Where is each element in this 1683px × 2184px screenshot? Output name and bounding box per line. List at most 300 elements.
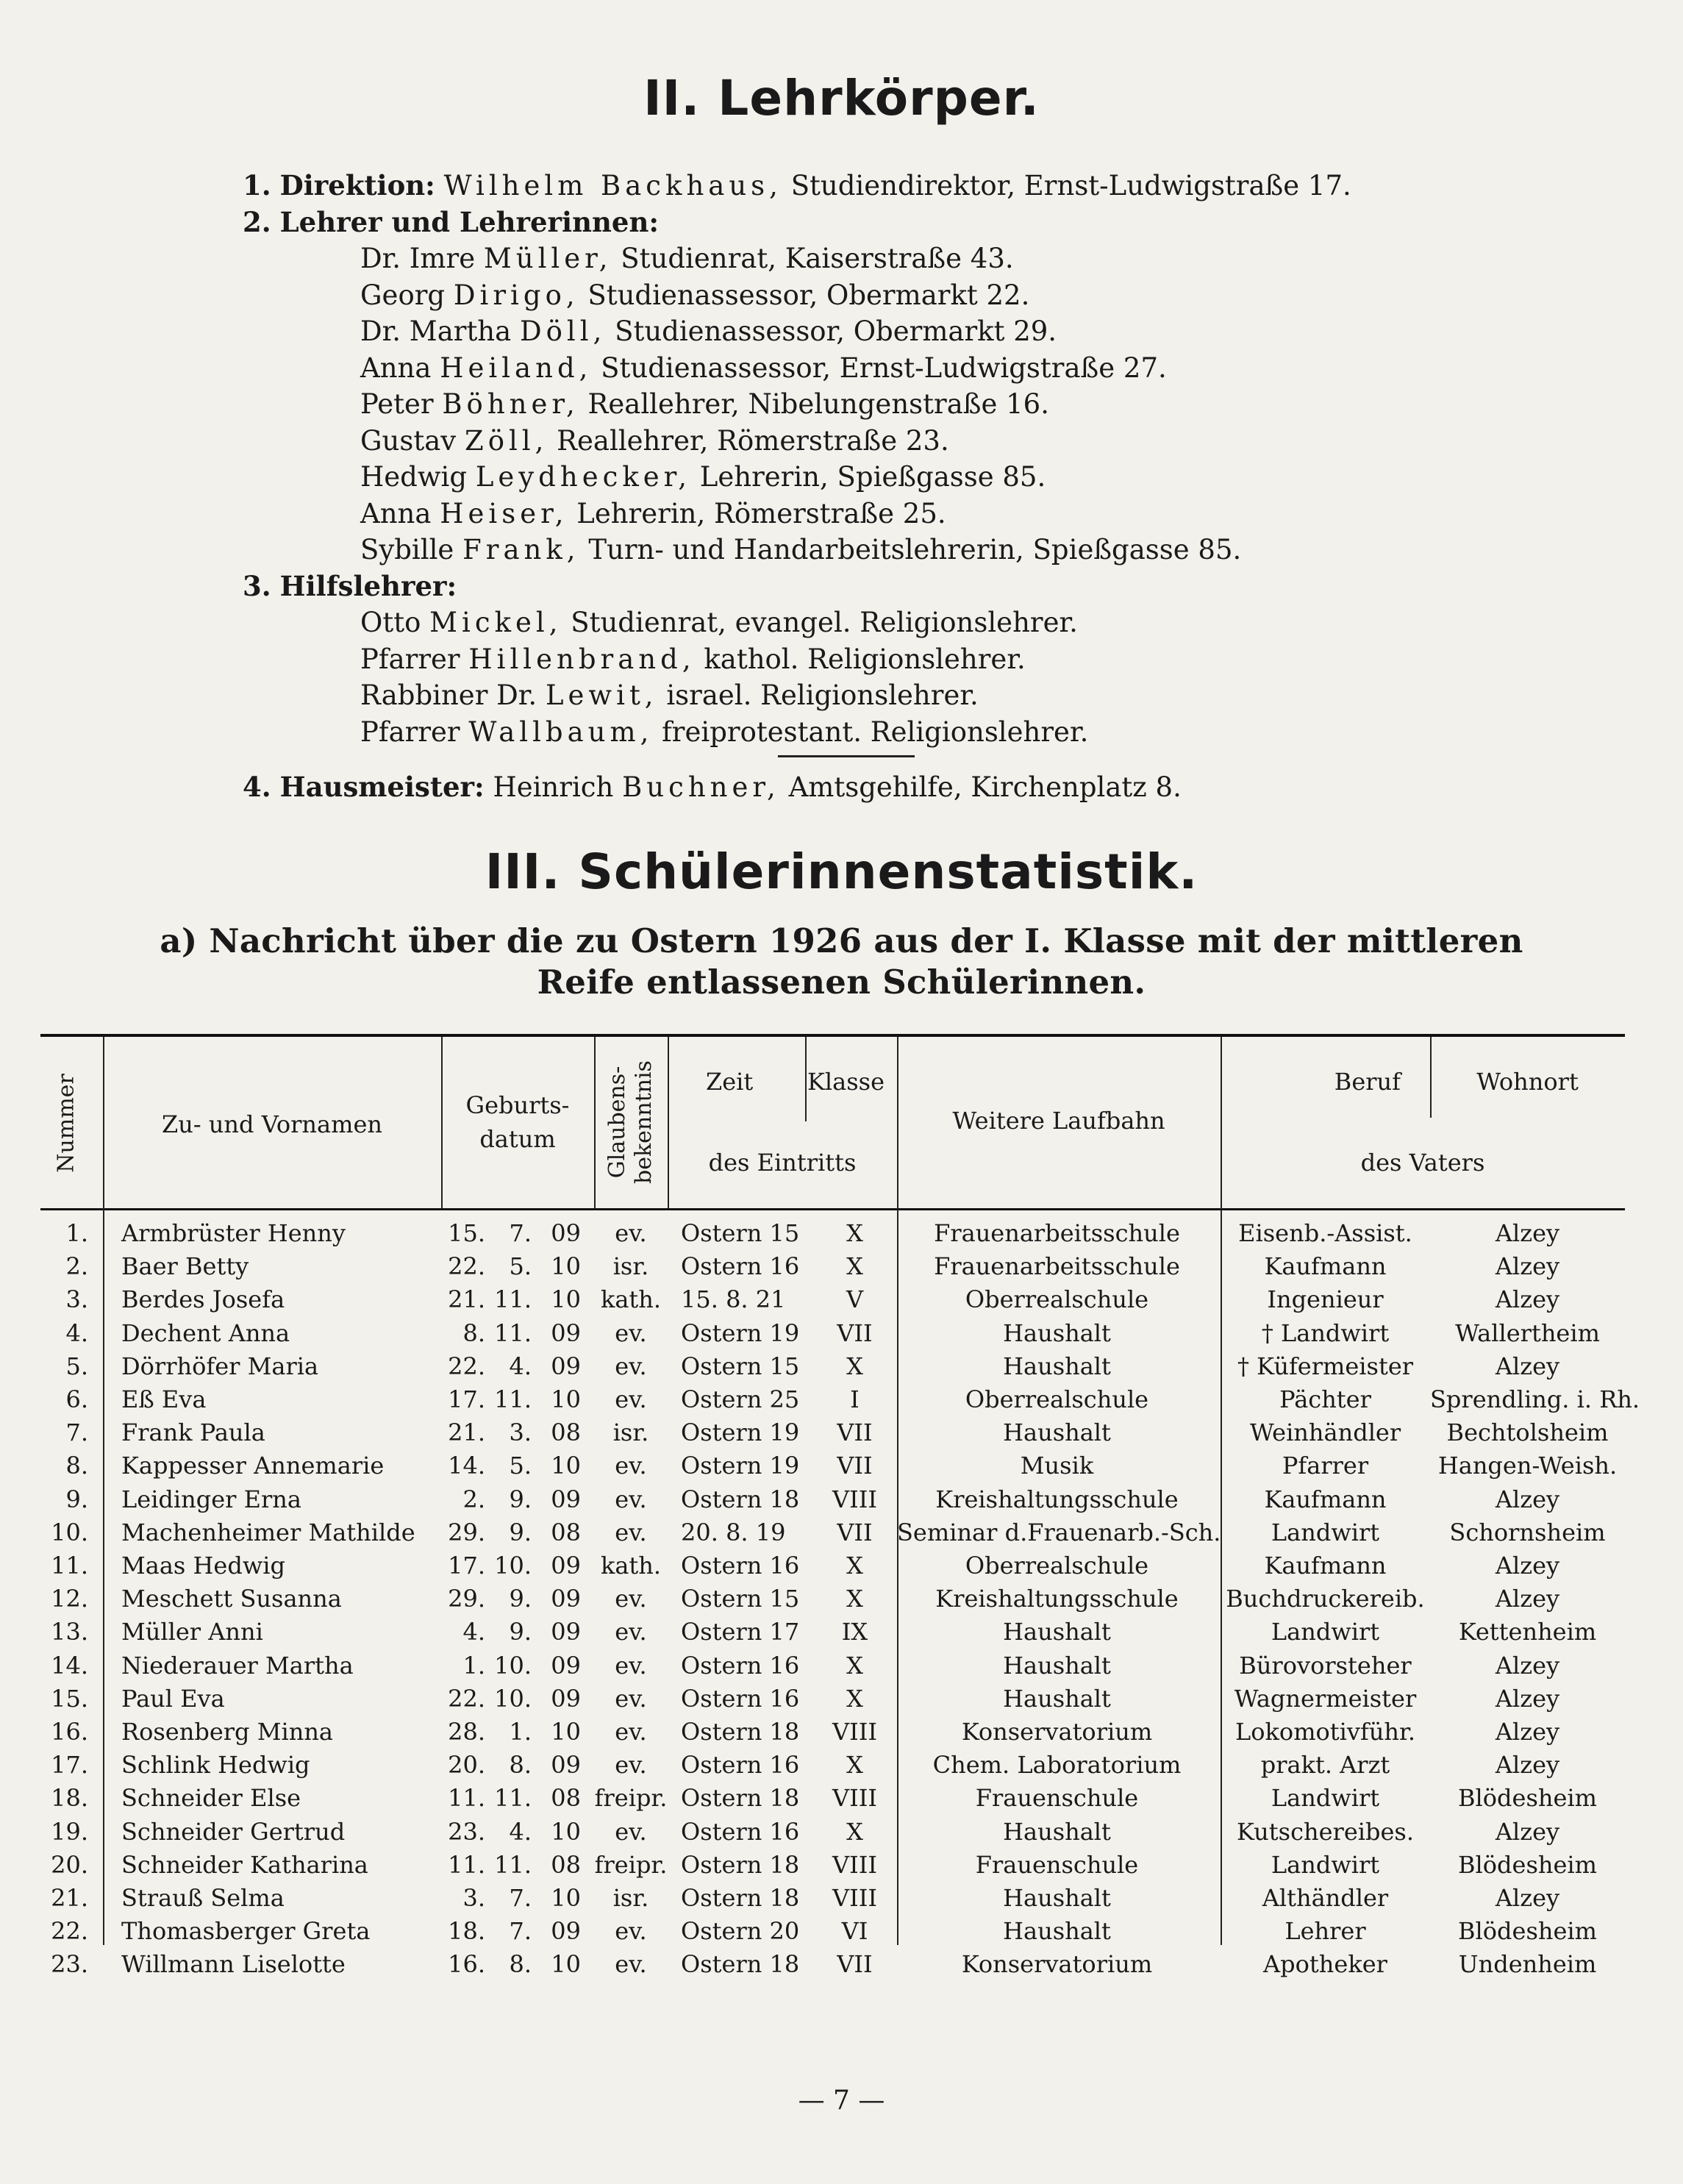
row-number: 2. [65, 1252, 88, 1281]
section-title-statistik: III. Schülerinnenstatistik. [485, 843, 1198, 900]
father-residence: Alzey [1495, 1817, 1560, 1846]
table-row [0, 1782, 1683, 1815]
father-occupation: Eisenb.-Assist. [1238, 1219, 1412, 1247]
birth-day: 15. [448, 1219, 485, 1247]
header-beruf [1221, 1068, 1430, 1096]
entry-date: Ostern 18 [681, 1950, 800, 1979]
birth-day: 17. [448, 1552, 485, 1580]
father-occupation: Althändler [1262, 1884, 1389, 1912]
father-residence: Alzey [1495, 1219, 1560, 1247]
entry-date: 20. 8. 19 [681, 1518, 786, 1546]
table-row [0, 1516, 1683, 1549]
entry-date: Ostern 15 [681, 1352, 800, 1380]
father-residence: Hangen-Weish. [1437, 1452, 1618, 1480]
staff-prefix: Sybille [360, 534, 454, 565]
father-residence: Alzey [1495, 1585, 1560, 1613]
student-name: Strauß Selma [121, 1884, 285, 1912]
birth-month: 10. [494, 1552, 532, 1580]
divider [778, 755, 915, 757]
birth-month: 4. [509, 1817, 532, 1846]
birth-month: 5. [509, 1252, 532, 1281]
staff-name: Wallbaum, [468, 715, 654, 748]
staff-name: Leydhecker, [475, 461, 692, 493]
student-name: Paul Eva [121, 1684, 225, 1713]
father-residence: Blödesheim [1458, 1850, 1597, 1879]
birth-month: 7. [509, 1219, 532, 1247]
row-number: 22. [51, 1917, 88, 1946]
birth-day: 14. [448, 1452, 485, 1480]
father-occupation: Weinhändler [1249, 1418, 1401, 1447]
further-career: Haushalt [1003, 1917, 1111, 1946]
birth-year: 10 [551, 1950, 581, 1979]
row-number: 15. [51, 1684, 88, 1713]
father-occupation: Kaufmann [1264, 1485, 1387, 1513]
column-divider [668, 1037, 669, 1208]
entry-date: Ostern 16 [681, 1817, 800, 1846]
birth-year: 09 [551, 1552, 581, 1580]
staff-details: Turn- und Handarbeitslehrerin, Spießgasse 85. [588, 534, 1242, 565]
table-top-rule [40, 1034, 1625, 1037]
birth-month: 9. [509, 1518, 532, 1546]
staff-list [243, 168, 1351, 750]
table-row [0, 1582, 1683, 1616]
birth-day: 23. [448, 1817, 485, 1846]
entry-date: Ostern 25 [681, 1385, 800, 1413]
entry-class: X [846, 1651, 863, 1680]
birth-day: 22. [448, 1352, 485, 1380]
column-divider [805, 1037, 807, 1121]
father-occupation: Buchdruckereib. [1226, 1585, 1425, 1613]
entry-date: Ostern 20 [681, 1917, 800, 1946]
staff-item [243, 277, 1351, 314]
birth-day: 22. [448, 1252, 485, 1281]
section-label: Lehrer und Lehrerinnen: [279, 205, 660, 238]
header-glaubens-line2: bekenntnis [631, 1060, 657, 1184]
student-name: Schneider Katharina [121, 1850, 368, 1879]
row-number: 1. [65, 1219, 88, 1247]
further-career: Frauenarbeitsschule [934, 1219, 1180, 1247]
student-name: Schneider Else [121, 1784, 301, 1813]
father-occupation: Ingenieur [1267, 1285, 1384, 1314]
birth-day: 2. [462, 1485, 485, 1513]
staff-details: Amtsgehilfe, Kirchenplatz 8. [788, 771, 1182, 803]
staff-item [243, 350, 1351, 387]
lehrer-heading [243, 204, 1351, 241]
religion: ev. [615, 1385, 647, 1413]
father-occupation: Lokomotivführ. [1235, 1718, 1415, 1746]
staff-details: Reallehrer, Römerstraße 23. [557, 424, 949, 457]
table-row [0, 1317, 1683, 1350]
religion: ev. [615, 1585, 647, 1613]
staff-prefix: Pfarrer [360, 643, 460, 675]
birth-month: 7. [509, 1884, 532, 1912]
staff-prefix: Otto [360, 607, 421, 638]
student-name: Schneider Gertrud [121, 1817, 346, 1846]
table-row [0, 1849, 1683, 1882]
birth-month: 8. [509, 1950, 532, 1979]
father-residence: Alzey [1495, 1285, 1560, 1314]
entry-class: VIII [832, 1884, 878, 1912]
birth-year: 10 [551, 1884, 581, 1912]
staff-name: Heiser, [440, 497, 568, 529]
religion: ev. [615, 1318, 647, 1347]
student-name: Schlink Hedwig [121, 1751, 310, 1780]
birth-month: 9. [509, 1585, 532, 1613]
entry-date: Ostern 17 [681, 1618, 800, 1646]
entry-class: X [846, 1352, 863, 1380]
birth-day: 11. [448, 1850, 485, 1879]
birth-month: 11. [494, 1385, 532, 1413]
table-row [0, 1217, 1683, 1250]
student-name: Dörrhöfer Maria [121, 1352, 319, 1380]
staff-details: Reallehrer, Nibelungenstraße 16. [587, 388, 1049, 420]
birth-year: 10 [551, 1285, 581, 1314]
staff-details: Studienrat, Kaiserstraße 43. [621, 243, 1014, 274]
staff-item [243, 386, 1351, 423]
further-career: Musik [1020, 1452, 1094, 1480]
father-occupation: Landwirt [1271, 1618, 1380, 1646]
table-row [0, 1616, 1683, 1649]
staff-prefix: Pfarrer [360, 715, 460, 748]
birth-month: 11. [494, 1850, 532, 1879]
staff-prefix: Heinrich [493, 771, 614, 803]
birth-year: 09 [551, 1585, 581, 1613]
father-residence: Alzey [1495, 1718, 1560, 1746]
birth-month: 7. [509, 1917, 532, 1946]
header-geburts-line1: Geburts- [465, 1091, 570, 1119]
staff-name: Lewit, [545, 679, 658, 711]
student-name: Frank Paula [121, 1418, 265, 1447]
further-career: Kreishaltungsschule [935, 1485, 1179, 1513]
row-number: 16. [51, 1718, 88, 1746]
header-eintritts: des Eintritts [708, 1149, 857, 1177]
father-occupation: Kaufmann [1264, 1252, 1387, 1281]
staff-prefix: Georg [360, 279, 446, 311]
staff-name: Buchner, [622, 771, 780, 803]
further-career: Haushalt [1003, 1318, 1111, 1347]
staff-item [243, 496, 1351, 532]
section-number: 2. [243, 205, 271, 238]
father-occupation: prakt. Arzt [1260, 1751, 1390, 1780]
student-name: Dechent Anna [121, 1318, 290, 1347]
row-number: 18. [51, 1784, 88, 1813]
staff-item [243, 313, 1351, 350]
row-number: 9. [65, 1485, 88, 1513]
row-number: 14. [51, 1651, 88, 1680]
religion: kath. [600, 1552, 662, 1580]
staff-details: Studienassessor, Obermarkt 29. [615, 315, 1057, 347]
staff-item [243, 604, 1351, 641]
father-residence: Undenheim [1458, 1950, 1597, 1979]
subtitle-line-1: a) Nachricht über die zu Ostern 1926 aus der I. Klasse mit der mittleren [160, 921, 1523, 960]
entry-class: X [846, 1751, 863, 1780]
birth-year: 09 [551, 1485, 581, 1513]
entry-date: Ostern 16 [681, 1684, 800, 1713]
further-career: Oberrealschule [965, 1385, 1149, 1413]
birth-year: 09 [551, 1651, 581, 1680]
further-career: Konservatorium [961, 1718, 1153, 1746]
table-row [0, 1682, 1683, 1716]
further-career: Kreishaltungsschule [935, 1585, 1179, 1613]
birth-day: 17. [448, 1385, 485, 1413]
father-occupation: Kaufmann [1264, 1552, 1387, 1580]
birth-day: 18. [448, 1917, 485, 1946]
birth-year: 09 [551, 1618, 581, 1646]
religion: freipr. [594, 1784, 668, 1813]
father-occupation: Landwirt [1271, 1784, 1380, 1813]
table-row [0, 1882, 1683, 1915]
student-name: Machenheimer Mathilde [121, 1518, 415, 1546]
header-klasse: Klasse [807, 1068, 885, 1096]
staff-item [243, 240, 1351, 277]
entry-class: VII [837, 1418, 873, 1447]
table-row [0, 1716, 1683, 1749]
birth-month: 11. [494, 1318, 532, 1347]
staff-item [243, 714, 1351, 751]
staff-name: Dirigo, [453, 279, 579, 311]
further-career: Haushalt [1003, 1418, 1111, 1447]
father-occupation: Apotheker [1263, 1950, 1387, 1979]
entry-class: X [846, 1585, 863, 1613]
entry-date: Ostern 15 [681, 1219, 800, 1247]
birth-day: 28. [448, 1718, 485, 1746]
entry-date: Ostern 19 [681, 1318, 800, 1347]
birth-year: 09 [551, 1219, 581, 1247]
header-wohnort: Wohnort [1476, 1068, 1579, 1096]
staff-name: Heiland, [440, 351, 593, 384]
table-row [0, 1649, 1683, 1682]
entry-class: X [846, 1219, 863, 1247]
staff-details: Studienassessor, Obermarkt 22. [587, 279, 1030, 311]
student-name: Eß Eva [121, 1385, 207, 1413]
entry-date: Ostern 18 [681, 1718, 800, 1746]
entry-class: I [850, 1385, 860, 1413]
birth-year: 09 [551, 1352, 581, 1380]
religion: ev. [615, 1751, 647, 1780]
staff-name: Frank, [462, 534, 580, 565]
entry-class: X [846, 1817, 863, 1846]
staff-prefix: Hedwig [360, 461, 468, 493]
staff-prefix: Gustav [360, 424, 457, 457]
staff-name: Zöll, [464, 424, 549, 457]
father-residence: Blödesheim [1458, 1917, 1597, 1946]
row-number: 3. [65, 1285, 88, 1314]
birth-year: 08 [551, 1850, 581, 1879]
entry-class: VII [837, 1518, 873, 1546]
row-number: 19. [51, 1817, 88, 1846]
father-residence: Alzey [1495, 1684, 1560, 1713]
row-number: 10. [51, 1518, 88, 1546]
religion: ev. [615, 1485, 647, 1513]
father-residence: Kettenheim [1458, 1618, 1597, 1646]
section-title-lehrkoerper: II. Lehrkörper. [643, 70, 1040, 126]
header-name: Zu- und Vornamen [161, 1110, 382, 1138]
hausmeister-line [243, 771, 1182, 803]
table-header-rule [40, 1208, 1625, 1210]
staff-prefix: Anna [360, 497, 432, 529]
staff-prefix: Dr. Martha [360, 315, 512, 347]
section-number: 1. [243, 169, 271, 201]
religion: ev. [615, 1452, 647, 1480]
birth-day: 29. [448, 1585, 485, 1613]
birth-month: 5. [509, 1452, 532, 1480]
birth-month: 8. [509, 1751, 532, 1780]
father-occupation: Landwirt [1271, 1518, 1380, 1546]
religion: ev. [615, 1518, 647, 1546]
father-residence: Alzey [1495, 1884, 1560, 1912]
table-row [0, 1383, 1683, 1416]
birth-day: 4. [462, 1618, 485, 1646]
birth-month: 9. [509, 1485, 532, 1513]
header-des-vaters: des Vaters [1360, 1149, 1485, 1177]
birth-month: 9. [509, 1618, 532, 1646]
staff-item [243, 532, 1351, 568]
staff-name: Döll, [519, 315, 607, 347]
row-number: 20. [51, 1850, 88, 1879]
entry-class: VII [837, 1452, 873, 1480]
entry-class: VII [837, 1318, 873, 1347]
staff-item [243, 641, 1351, 678]
religion: ev. [615, 1817, 647, 1846]
staff-details: Studienrat, evangel. Religionslehrer. [571, 607, 1078, 638]
header-nummer: Nummer [53, 1074, 79, 1173]
further-career: Seminar d.Frauenarb.-Sch. [897, 1518, 1221, 1546]
table-row [0, 1350, 1683, 1383]
student-name: Kappesser Annemarie [121, 1452, 385, 1480]
student-name: Müller Anni [121, 1618, 263, 1646]
religion: ev. [615, 1950, 647, 1979]
student-name: Willmann Liselotte [121, 1950, 346, 1979]
staff-details: kathol. Religionslehrer. [704, 643, 1026, 675]
header-geburtsdatum [441, 1088, 594, 1156]
entry-date: 15. 8. 21 [681, 1285, 786, 1314]
staff-name: Hillenbrand, [468, 643, 696, 675]
student-name: Rosenberg Minna [121, 1718, 333, 1746]
further-career: Chem. Laboratorium [932, 1751, 1182, 1780]
entry-class: IX [841, 1618, 868, 1646]
birth-day: 21. [448, 1285, 485, 1314]
further-career: Oberrealschule [965, 1552, 1149, 1580]
staff-details: Studienassessor, Ernst-Ludwigstraße 27. [601, 351, 1167, 384]
further-career: Haushalt [1003, 1352, 1111, 1380]
further-career: Konservatorium [961, 1950, 1153, 1979]
entry-class: VI [841, 1917, 868, 1946]
religion: isr. [612, 1418, 649, 1447]
birth-day: 8. [462, 1318, 485, 1347]
further-career: Frauenschule [975, 1850, 1139, 1879]
religion: ev. [615, 1917, 647, 1946]
row-number: 23. [51, 1950, 88, 1979]
page-number: — 7 — [798, 2085, 885, 2116]
father-residence: Alzey [1495, 1552, 1560, 1580]
student-name: Niederauer Martha [121, 1651, 354, 1680]
header-glaubensbekenntnis [604, 1034, 657, 1210]
staff-prefix: Peter [360, 388, 434, 420]
staff-prefix: Dr. Imre [360, 243, 476, 274]
header-geburts-line2: datum [479, 1125, 556, 1153]
student-name: Leidinger Erna [121, 1485, 301, 1513]
religion: isr. [612, 1252, 649, 1281]
table-row [0, 1283, 1683, 1316]
hilfslehrer-heading [243, 568, 1351, 605]
student-name: Armbrüster Henny [121, 1219, 346, 1247]
religion: ev. [615, 1618, 647, 1646]
row-number: 13. [51, 1618, 88, 1646]
entry-class: X [846, 1552, 863, 1580]
father-occupation: Lehrer [1284, 1917, 1366, 1946]
birth-year: 09 [551, 1684, 581, 1713]
table-row [0, 1416, 1683, 1449]
staff-details: Lehrerin, Römerstraße 25. [576, 497, 946, 529]
student-name: Maas Hedwig [121, 1552, 285, 1580]
birth-day: 29. [448, 1518, 485, 1546]
birth-day: 3. [462, 1884, 485, 1912]
entry-class: VIII [832, 1485, 878, 1513]
entry-class: X [846, 1684, 863, 1713]
father-occupation: † Landwirt [1261, 1318, 1390, 1347]
row-number: 21. [51, 1884, 88, 1912]
header-glaubens-line1: Glaubens- [604, 1066, 630, 1179]
religion: ev. [615, 1651, 647, 1680]
header-beruf-label: Beruf [1334, 1068, 1401, 1096]
entry-date: Ostern 19 [681, 1452, 800, 1480]
entry-date: Ostern 16 [681, 1651, 800, 1680]
further-career: Haushalt [1003, 1884, 1111, 1912]
section-label: Hausmeister: [279, 771, 485, 803]
staff-name: Wilhelm Backhaus, [443, 170, 782, 201]
birth-year: 08 [551, 1418, 581, 1447]
father-residence: Alzey [1495, 1751, 1560, 1780]
birth-year: 10 [551, 1252, 581, 1281]
student-name: Berdes Josefa [121, 1285, 285, 1314]
birth-year: 09 [551, 1917, 581, 1946]
row-number: 7. [65, 1418, 88, 1447]
table-row [0, 1449, 1683, 1482]
further-career: Frauenschule [975, 1784, 1139, 1813]
father-occupation: Wagnermeister [1234, 1684, 1417, 1713]
birth-month: 1. [509, 1718, 532, 1746]
father-occupation: Pfarrer [1282, 1452, 1369, 1480]
entry-date: Ostern 18 [681, 1884, 800, 1912]
header-zeit: Zeit [706, 1068, 754, 1096]
birth-year: 10 [551, 1817, 581, 1846]
staff-details: freiprotestant. Religionslehrer. [662, 715, 1089, 748]
birth-year: 09 [551, 1318, 581, 1347]
staff-item [243, 677, 1351, 714]
birth-year: 10 [551, 1452, 581, 1480]
religion: isr. [612, 1884, 649, 1912]
header-laufbahn: Weitere Laufbahn [952, 1107, 1165, 1135]
birth-year: 10 [551, 1385, 581, 1413]
entry-date: Ostern 16 [681, 1552, 800, 1580]
staff-name: Mickel, [429, 607, 562, 638]
row-number: 17. [51, 1751, 88, 1780]
subtitle-line-2: Reife entlassenen Schülerinnen. [537, 963, 1146, 1002]
father-residence: Blödesheim [1458, 1784, 1597, 1813]
row-number: 6. [65, 1385, 88, 1413]
hilfslehrer-list [243, 604, 1351, 750]
entry-date: Ostern 18 [681, 1850, 800, 1879]
table-row [0, 1948, 1683, 1981]
staff-name: Müller, [483, 243, 612, 274]
entry-date: Ostern 18 [681, 1485, 800, 1513]
father-occupation: † Küfermeister [1237, 1352, 1414, 1380]
table-row [0, 1816, 1683, 1849]
father-residence: Alzey [1495, 1485, 1560, 1513]
table-row [0, 1749, 1683, 1782]
birth-month: 10. [494, 1651, 532, 1680]
section-number: 4. [243, 771, 271, 803]
